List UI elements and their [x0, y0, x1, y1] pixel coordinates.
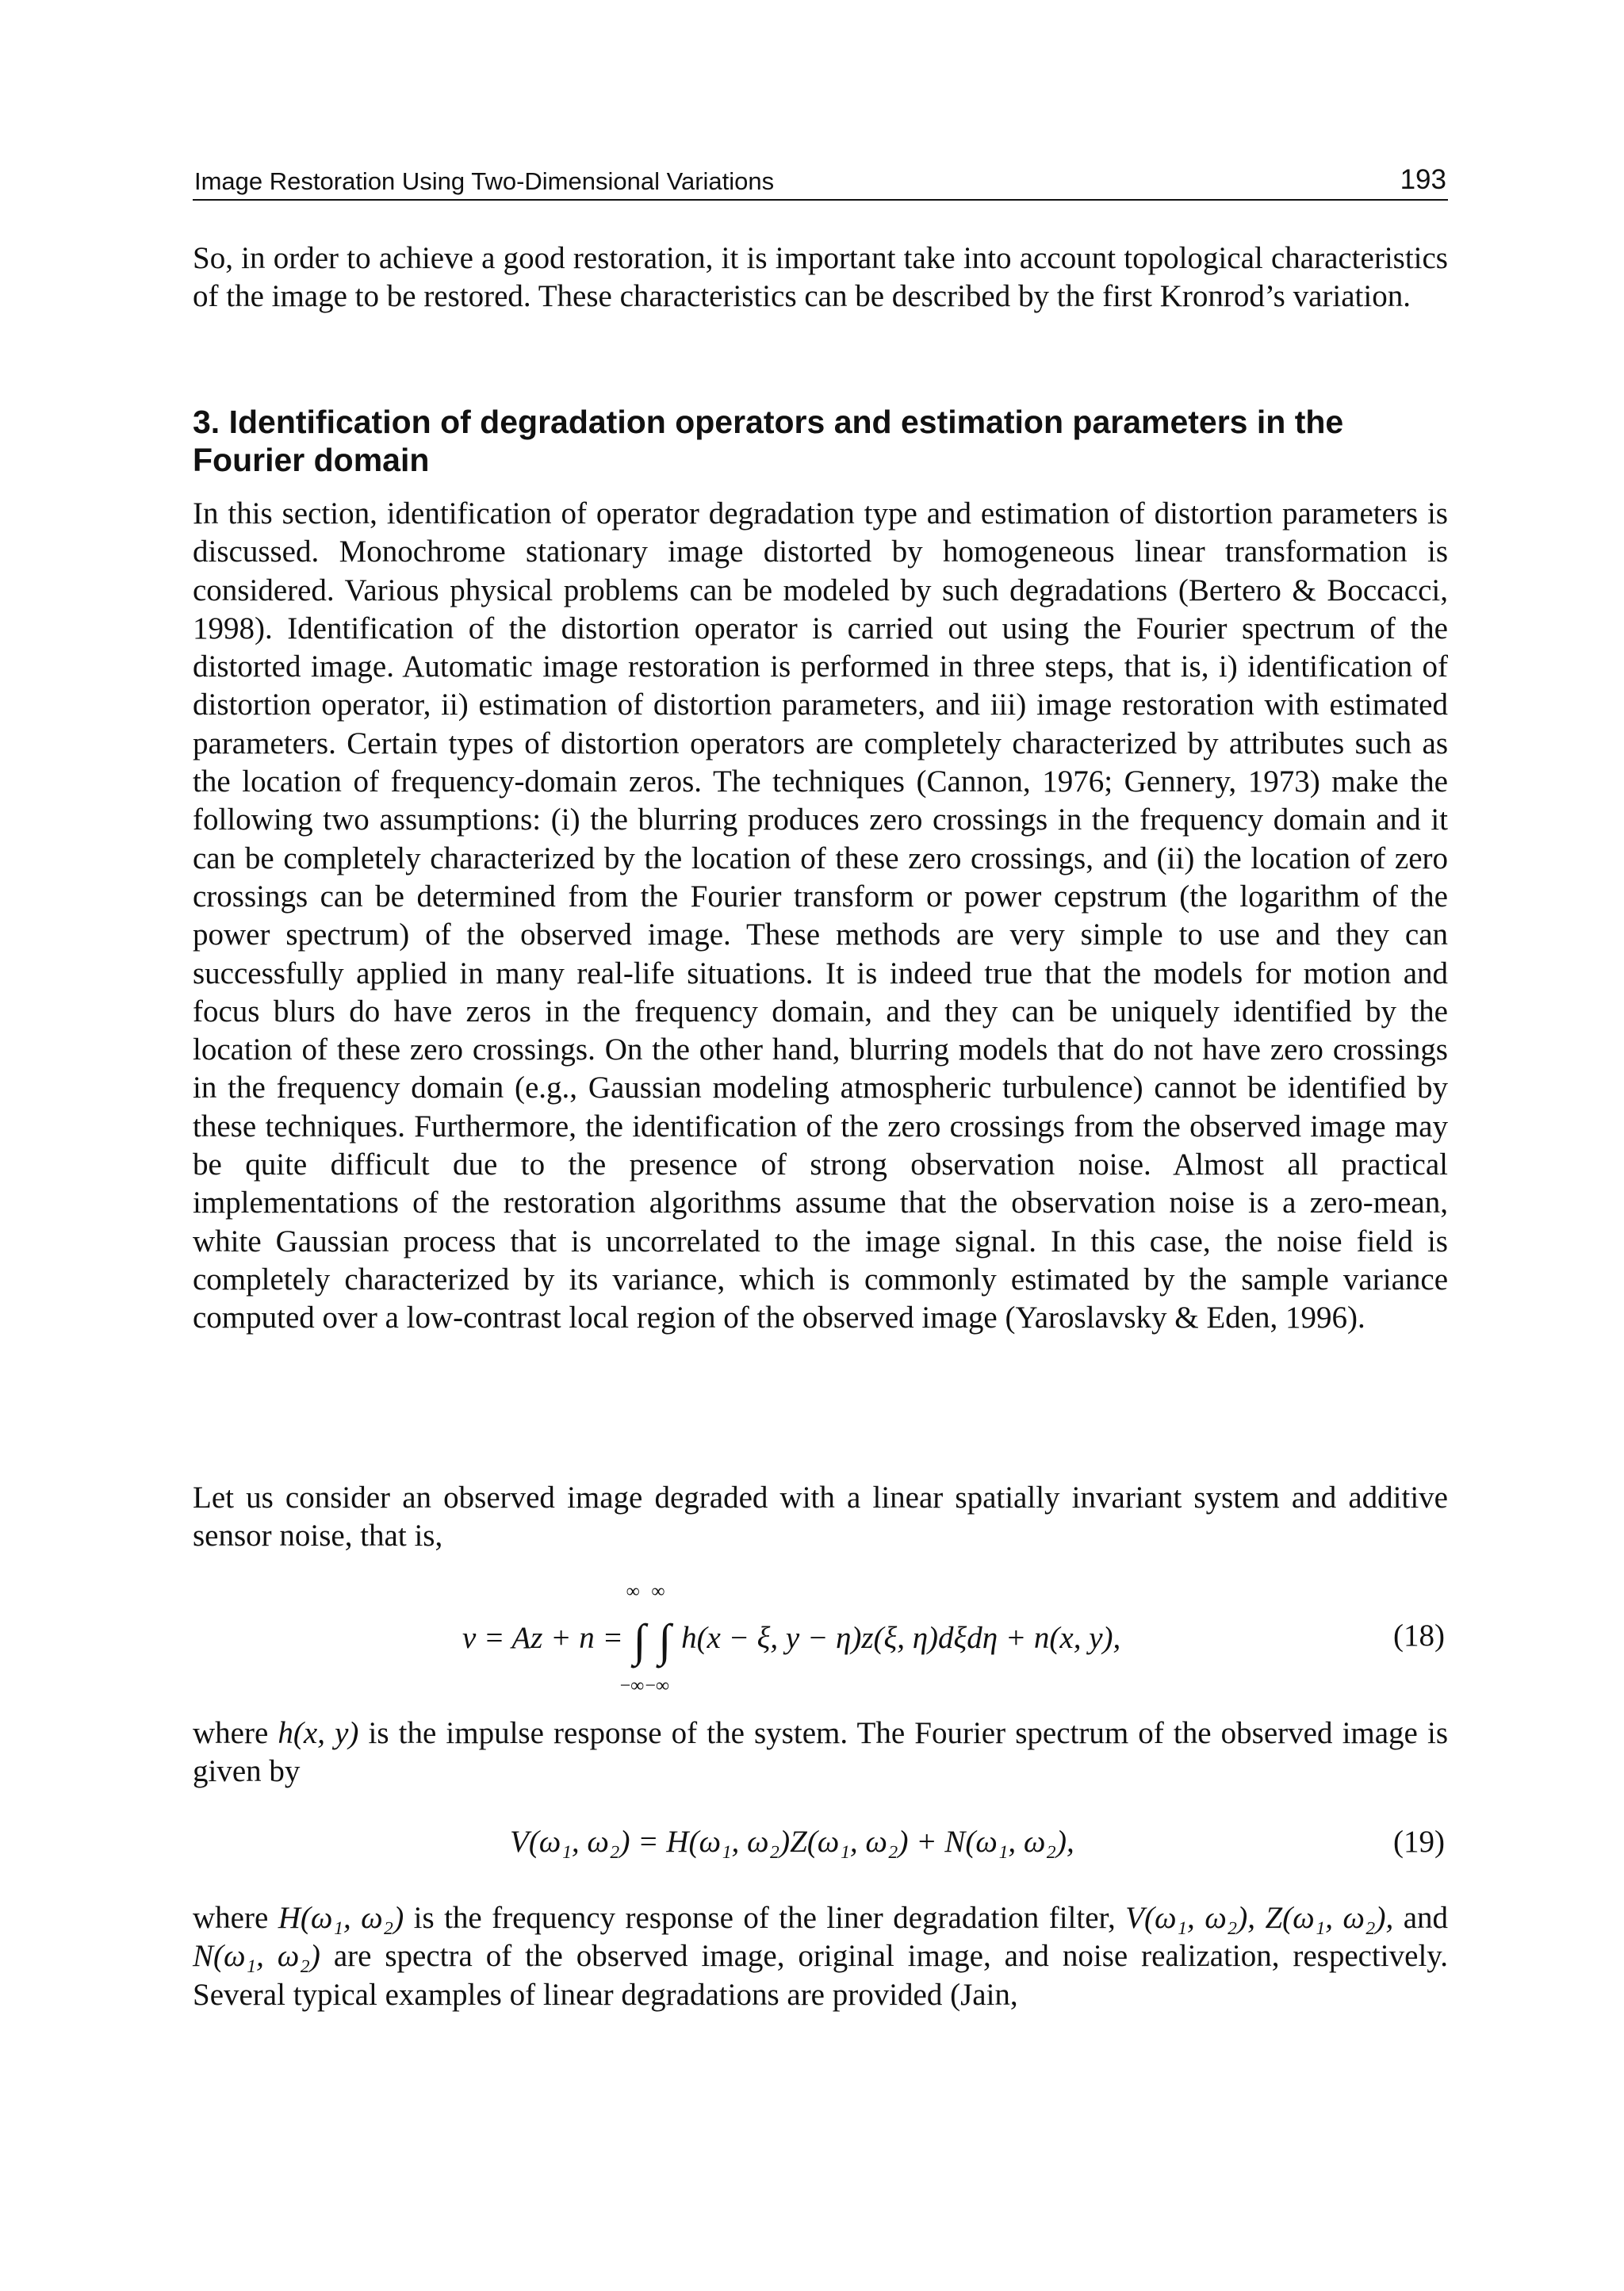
freq-V: V(ω₁, ω₂),	[1125, 1901, 1256, 1935]
impulse-math: h(x, y)	[278, 1716, 359, 1750]
inner-integral	[645, 1581, 673, 1696]
section-intro-paragraph: In this section, identification of operator degradation type and estimation of distortion parameters is discussed. Monochrome stationary image distorted by homogeneous linear transformation is considered. Various physical problems can be modeled by such degradations (Bertero & Boccacci, 1998). Identification of the distortion operator is carried out using the Fourier spectrum of the distorted image. Automatic image restoration is performed in three steps, that is, i) identification of distortion operator, ii) estimation of distortion parameters, and iii) image restoration with estimated parameters. Certain types of distortion operators are completely characterized by attributes such as the location of frequency-domain zeros. The techniques (Cannon, 1976; Gennery, 1973) make the following two assumptions: (i) the blurring produces zero crossings in the frequency domain and it can be completely characterized by the location of these zero crossings, and (ii) the location of zero crossings can be determined from the Fourier transform or power cepstrum (the logarithm of the power spectrum) of the observed image. These methods are very simple to use and they can successfully applied in many real-life situations. It is indeed true that the models for motion and focus blurs do have zeros in the frequency domain, and they can be uniquely identified by the location of these zero crossings. On the other hand, blurring models that do not have zero crossings in the frequency domain (e.g., Gaussian modeling atmospheric turbulence) cannot be identified by these techniques. Furthermore, the identification of the zero crossings from the observed image may be quite difficult due to the presence of strong observation noise. Almost all practical implementations of the restoration algorithms assume that the observation noise is a zero-mean, white Gaussian process that is uncorrelated to the image signal. In this case, the noise field is completely characterized by its variance, which is commonly estimated by the sample variance computed over a low-contrast local region of the observed image (Yaroslavsky & Eden, 1996).	[193, 496, 1448, 1335]
intro-paragraph: So, in order to achieve a good restoration, it is important take into account topological characteristics of the image to be restored. These characteristics can be described by the first Kronrod’s variation.	[193, 241, 1448, 314]
frequency-response-paragraph	[193, 1899, 1448, 2014]
page-number: 193	[1400, 164, 1446, 195]
freq-H: H(ω₁, ω₂)	[278, 1901, 404, 1935]
freq-w1: where	[193, 1901, 269, 1935]
equation-18-number: (18)	[1393, 1619, 1445, 1653]
inner-lower-limit: −∞	[645, 1676, 669, 1696]
inner-integral-sign: ∫	[658, 1615, 672, 1666]
equation-18	[193, 1581, 1448, 1697]
impulse-response-paragraph	[193, 1714, 1448, 1791]
freq-N: N(ω₁, ω₂)	[193, 1939, 320, 1974]
impulse-post: is the impulse response of the system. The Fourier spectrum of the observed image is given by	[193, 1716, 1448, 1789]
equation-19-number: (19)	[1393, 1825, 1445, 1859]
running-title: Image Restoration Using Two-Dimensional Variations	[194, 167, 775, 195]
outer-lower-limit: −∞	[619, 1676, 645, 1696]
equation-19-body: V(ω₁, ω₂) = H(ω₁, ω₂)Z(ω₁, ω₂) + N(ω₁, ω₂),	[510, 1825, 1074, 1859]
equation-19	[193, 1822, 1448, 1870]
section-heading: 3. Identification of degradation operators and estimation parameters in the Fourier domain	[193, 404, 1344, 478]
equation-18-body	[462, 1581, 1121, 1696]
equation-18-integrand: h(x − ξ, y − η)z(ξ, η)dξdη + n(x, y),	[681, 1620, 1121, 1655]
running-header	[193, 163, 1448, 201]
model-intro-paragraph: Let us consider an observed image degraded with a linear spatially invariant system and additive sensor noise, that is,	[193, 1481, 1448, 1554]
inner-upper-limit: ∞	[651, 1581, 665, 1602]
outer-integral-sign: ∫	[633, 1615, 646, 1666]
outer-upper-limit: ∞	[626, 1581, 640, 1602]
freq-t3: are spectra of the observed image, original image, and noise realization, respectively. Several typical examples of linear degradations are provided (Jain,	[193, 1939, 1449, 2012]
freq-t2: and	[1403, 1901, 1448, 1935]
freq-t1: is the frequency response of the liner degradation filter,	[413, 1901, 1116, 1935]
outer-integral	[619, 1581, 649, 1696]
freq-Z: Z(ω₁, ω₂),	[1265, 1901, 1394, 1935]
impulse-pre: where	[193, 1716, 269, 1750]
equation-18-lhs: v = Az + n =	[462, 1620, 623, 1655]
